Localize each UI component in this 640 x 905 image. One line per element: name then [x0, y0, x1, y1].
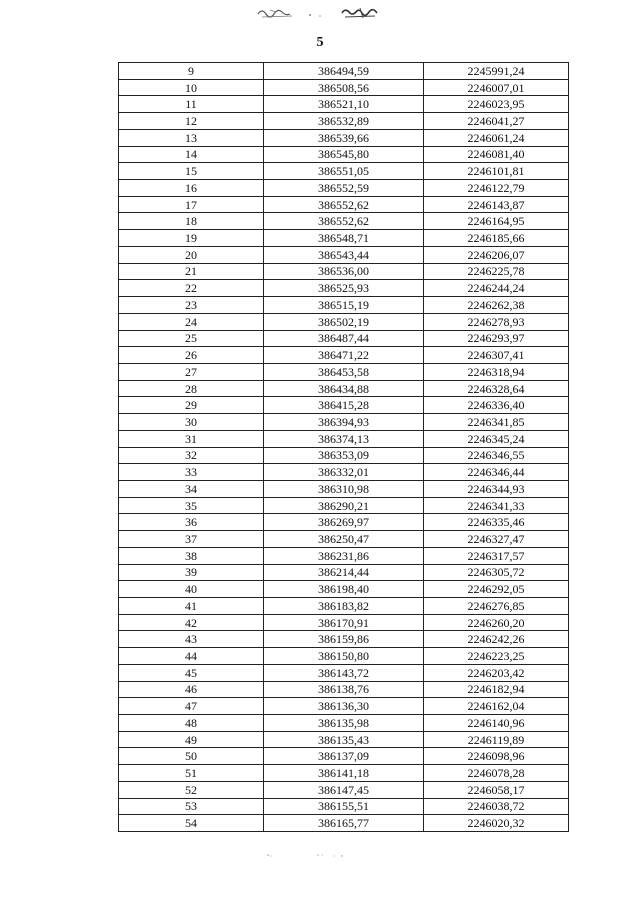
point-number-cell: 35: [119, 497, 264, 514]
point-number-cell: 30: [119, 414, 264, 431]
table-row: [119, 547, 569, 564]
table-row: [119, 781, 569, 798]
table-row: [119, 297, 569, 314]
table-row: [119, 196, 569, 213]
x-coordinate-cell: 386135,98: [264, 715, 424, 732]
y-coordinate-cell: 2246317,57: [424, 547, 569, 564]
x-coordinate-cell: 386487,44: [264, 330, 424, 347]
table-row: [119, 614, 569, 631]
coordinates-table-body: [119, 63, 569, 832]
y-coordinate-cell: 2246185,66: [424, 230, 569, 247]
point-number-cell: 21: [119, 263, 264, 280]
y-coordinate-cell: 2246225,78: [424, 263, 569, 280]
y-coordinate-cell: 2246038,72: [424, 798, 569, 815]
table-row: [119, 648, 569, 665]
point-number-cell: 44: [119, 648, 264, 665]
table-row: [119, 113, 569, 130]
point-number-cell: 36: [119, 514, 264, 531]
x-coordinate-cell: 386415,28: [264, 397, 424, 414]
x-coordinate-cell: 386494,59: [264, 63, 424, 80]
point-number-cell: 48: [119, 715, 264, 732]
point-number-cell: 20: [119, 246, 264, 263]
point-number-cell: 25: [119, 330, 264, 347]
table-row: [119, 631, 569, 648]
y-coordinate-cell: 2246307,41: [424, 347, 569, 364]
y-coordinate-cell: 2246328,64: [424, 380, 569, 397]
x-coordinate-cell: 386552,62: [264, 196, 424, 213]
y-coordinate-cell: 2246341,85: [424, 414, 569, 431]
point-number-cell: 29: [119, 397, 264, 414]
x-coordinate-cell: 386552,62: [264, 213, 424, 230]
page-number: 5: [316, 35, 324, 50]
y-coordinate-cell: 2246242,26: [424, 631, 569, 648]
x-coordinate-cell: 386353,09: [264, 447, 424, 464]
y-coordinate-cell: 2246341,33: [424, 497, 569, 514]
point-number-cell: 12: [119, 113, 264, 130]
point-number-cell: 26: [119, 347, 264, 364]
x-coordinate-cell: 386374,13: [264, 430, 424, 447]
x-coordinate-cell: 386515,19: [264, 297, 424, 314]
x-coordinate-cell: 386138,76: [264, 681, 424, 698]
point-number-cell: 14: [119, 146, 264, 163]
y-coordinate-cell: 2246346,55: [424, 447, 569, 464]
point-number-cell: 33: [119, 464, 264, 481]
point-number-cell: 54: [119, 815, 264, 832]
table-row: [119, 280, 569, 297]
table-row: [119, 213, 569, 230]
point-number-cell: 45: [119, 664, 264, 681]
y-coordinate-cell: 2246023,95: [424, 96, 569, 113]
table-row: [119, 79, 569, 96]
x-coordinate-cell: 386551,05: [264, 163, 424, 180]
point-number-cell: 43: [119, 631, 264, 648]
table-row: [119, 447, 569, 464]
table-row: [119, 163, 569, 180]
point-number-cell: 50: [119, 748, 264, 765]
point-number-cell: 27: [119, 363, 264, 380]
point-number-cell: 52: [119, 781, 264, 798]
x-coordinate-cell: 386183,82: [264, 598, 424, 615]
x-coordinate-cell: 386394,93: [264, 414, 424, 431]
x-coordinate-cell: 386545,80: [264, 146, 424, 163]
point-number-cell: 49: [119, 731, 264, 748]
y-coordinate-cell: 2246260,20: [424, 614, 569, 631]
y-coordinate-cell: 2246345,24: [424, 430, 569, 447]
y-coordinate-cell: 2246041,27: [424, 113, 569, 130]
table-row: [119, 363, 569, 380]
table-row: [119, 581, 569, 598]
y-coordinate-cell: 2246278,93: [424, 313, 569, 330]
table-row: [119, 698, 569, 715]
point-number-cell: 34: [119, 480, 264, 497]
y-coordinate-cell: 2246292,05: [424, 581, 569, 598]
y-coordinate-cell: 2246203,42: [424, 664, 569, 681]
y-coordinate-cell: 2246182,94: [424, 681, 569, 698]
point-number-cell: 23: [119, 297, 264, 314]
table-row: [119, 598, 569, 615]
table-row: [119, 715, 569, 732]
table-row: [119, 63, 569, 80]
x-coordinate-cell: 386548,71: [264, 230, 424, 247]
table-row: [119, 531, 569, 548]
point-number-cell: 24: [119, 313, 264, 330]
table-row: [119, 313, 569, 330]
stamp-smudge: [250, 4, 390, 22]
point-number-cell: 42: [119, 614, 264, 631]
x-coordinate-cell: 386136,30: [264, 698, 424, 715]
point-number-cell: 22: [119, 280, 264, 297]
point-number-cell: 17: [119, 196, 264, 213]
point-number-cell: 19: [119, 230, 264, 247]
y-coordinate-cell: 2246223,25: [424, 648, 569, 665]
x-coordinate-cell: 386165,77: [264, 815, 424, 832]
point-number-cell: 16: [119, 180, 264, 197]
x-coordinate-cell: 386250,47: [264, 531, 424, 548]
table-row: [119, 815, 569, 832]
y-coordinate-cell: 2246206,07: [424, 246, 569, 263]
x-coordinate-cell: 386155,51: [264, 798, 424, 815]
point-number-cell: 28: [119, 380, 264, 397]
point-number-cell: 9: [119, 63, 264, 80]
table-row: [119, 664, 569, 681]
table-row: [119, 564, 569, 581]
table-row: [119, 681, 569, 698]
coordinates-table: [118, 62, 569, 832]
x-coordinate-cell: 386135,43: [264, 731, 424, 748]
table-row: [119, 748, 569, 765]
table-row: [119, 497, 569, 514]
table-row: [119, 180, 569, 197]
y-coordinate-cell: 2246140,96: [424, 715, 569, 732]
x-coordinate-cell: 386147,45: [264, 781, 424, 798]
y-coordinate-cell: 2246020,32: [424, 815, 569, 832]
x-coordinate-cell: 386137,09: [264, 748, 424, 765]
table-row: [119, 263, 569, 280]
y-coordinate-cell: 2246244,24: [424, 280, 569, 297]
y-coordinate-cell: 2246335,46: [424, 514, 569, 531]
point-number-cell: 10: [119, 79, 264, 96]
y-coordinate-cell: 2246143,87: [424, 196, 569, 213]
x-coordinate-cell: 386170,91: [264, 614, 424, 631]
table-row: [119, 514, 569, 531]
table-row: [119, 347, 569, 364]
table-row: [119, 798, 569, 815]
x-coordinate-cell: 386539,66: [264, 129, 424, 146]
y-coordinate-cell: 2245991,24: [424, 63, 569, 80]
table-row: [119, 480, 569, 497]
y-coordinate-cell: 2246327,47: [424, 531, 569, 548]
y-coordinate-cell: 2246061,24: [424, 129, 569, 146]
table-row: [119, 246, 569, 263]
y-coordinate-cell: 2246162,04: [424, 698, 569, 715]
y-coordinate-cell: 2246305,72: [424, 564, 569, 581]
y-coordinate-cell: 2246081,40: [424, 146, 569, 163]
x-coordinate-cell: 386332,01: [264, 464, 424, 481]
point-number-cell: 11: [119, 96, 264, 113]
x-coordinate-cell: 386521,10: [264, 96, 424, 113]
x-coordinate-cell: 386536,00: [264, 263, 424, 280]
point-number-cell: 39: [119, 564, 264, 581]
x-coordinate-cell: 386543,44: [264, 246, 424, 263]
x-coordinate-cell: 386434,88: [264, 380, 424, 397]
point-number-cell: 32: [119, 447, 264, 464]
x-coordinate-cell: 386150,80: [264, 648, 424, 665]
y-coordinate-cell: 2246336,40: [424, 397, 569, 414]
y-coordinate-cell: 2246293,97: [424, 330, 569, 347]
table-row: [119, 430, 569, 447]
table-row: [119, 765, 569, 782]
y-coordinate-cell: 2246119,89: [424, 731, 569, 748]
x-coordinate-cell: 386502,19: [264, 313, 424, 330]
point-number-cell: 37: [119, 531, 264, 548]
y-coordinate-cell: 2246058,17: [424, 781, 569, 798]
x-coordinate-cell: 386198,40: [264, 581, 424, 598]
y-coordinate-cell: 2246078,28: [424, 765, 569, 782]
x-coordinate-cell: 386471,22: [264, 347, 424, 364]
x-coordinate-cell: 386143,72: [264, 664, 424, 681]
x-coordinate-cell: 386508,56: [264, 79, 424, 96]
x-coordinate-cell: 386310,98: [264, 480, 424, 497]
point-number-cell: 31: [119, 430, 264, 447]
y-coordinate-cell: 2246344,93: [424, 480, 569, 497]
y-coordinate-cell: 2246098,96: [424, 748, 569, 765]
y-coordinate-cell: 2246276,85: [424, 598, 569, 615]
x-coordinate-cell: 386552,59: [264, 180, 424, 197]
table-row: [119, 731, 569, 748]
y-coordinate-cell: 2246346,44: [424, 464, 569, 481]
table-row: [119, 397, 569, 414]
y-coordinate-cell: 2246164,95: [424, 213, 569, 230]
point-number-cell: 46: [119, 681, 264, 698]
x-coordinate-cell: 386269,97: [264, 514, 424, 531]
point-number-cell: 51: [119, 765, 264, 782]
table-row: [119, 330, 569, 347]
point-number-cell: 13: [119, 129, 264, 146]
y-coordinate-cell: 2246101,81: [424, 163, 569, 180]
point-number-cell: 53: [119, 798, 264, 815]
y-coordinate-cell: 2246007,01: [424, 79, 569, 96]
y-coordinate-cell: 2246318,94: [424, 363, 569, 380]
table-row: [119, 96, 569, 113]
footer-smudge: [262, 850, 372, 860]
x-coordinate-cell: 386532,89: [264, 113, 424, 130]
x-coordinate-cell: 386141,18: [264, 765, 424, 782]
x-coordinate-cell: 386290,21: [264, 497, 424, 514]
y-coordinate-cell: 2246122,79: [424, 180, 569, 197]
point-number-cell: 41: [119, 598, 264, 615]
x-coordinate-cell: 386159,86: [264, 631, 424, 648]
table-row: [119, 380, 569, 397]
table-row: [119, 129, 569, 146]
table-row: [119, 414, 569, 431]
table-row: [119, 230, 569, 247]
point-number-cell: 38: [119, 547, 264, 564]
table-row: [119, 464, 569, 481]
table-row: [119, 146, 569, 163]
point-number-cell: 40: [119, 581, 264, 598]
x-coordinate-cell: 386214,44: [264, 564, 424, 581]
x-coordinate-cell: 386231,86: [264, 547, 424, 564]
point-number-cell: 15: [119, 163, 264, 180]
point-number-cell: 47: [119, 698, 264, 715]
x-coordinate-cell: 386525,93: [264, 280, 424, 297]
x-coordinate-cell: 386453,58: [264, 363, 424, 380]
point-number-cell: 18: [119, 213, 264, 230]
y-coordinate-cell: 2246262,38: [424, 297, 569, 314]
